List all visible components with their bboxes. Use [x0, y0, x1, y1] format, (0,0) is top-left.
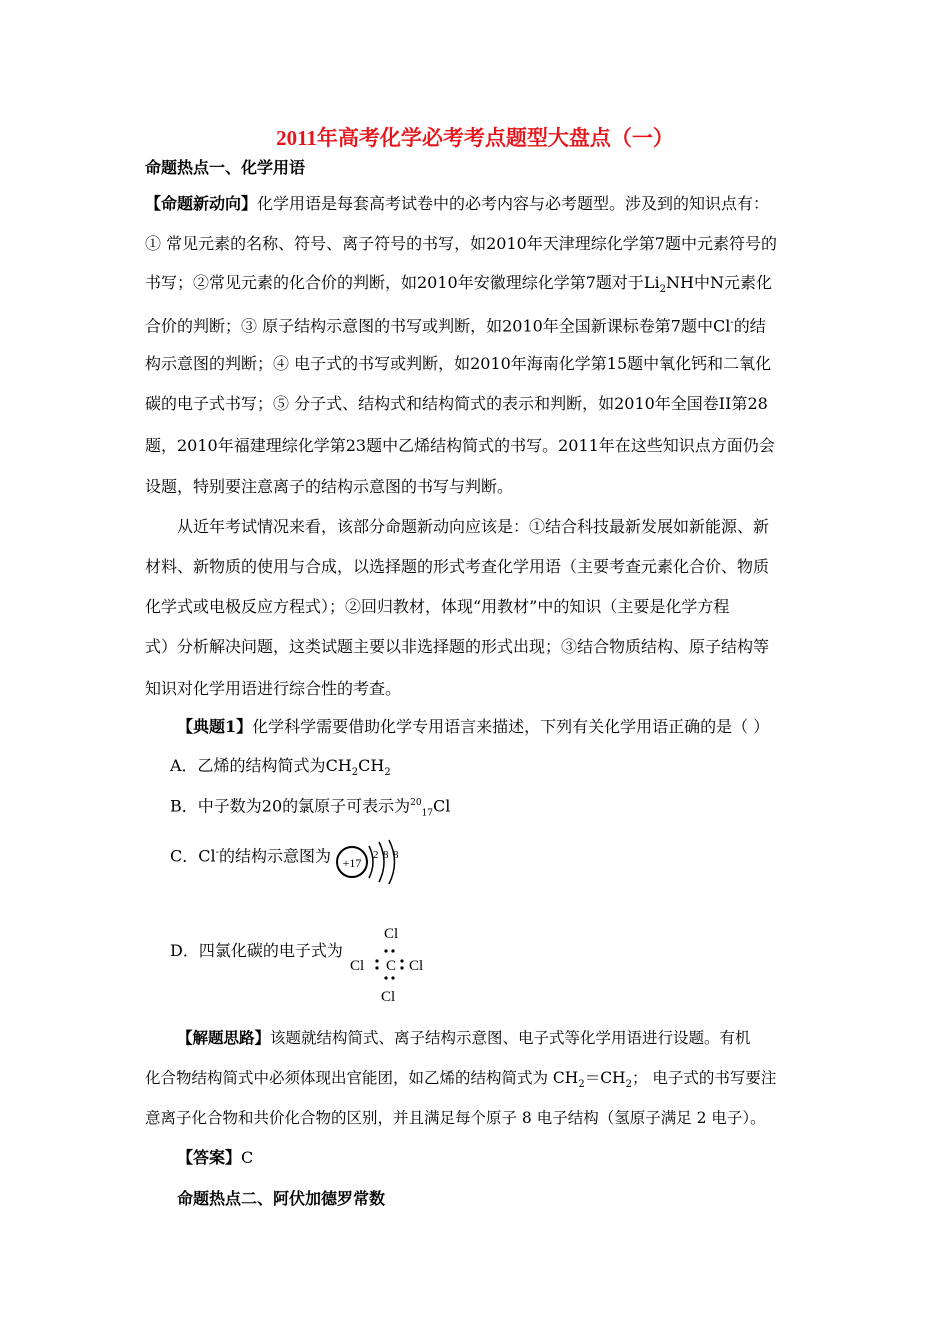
shell-electrons-3: 8: [393, 849, 399, 861]
answer-line: [177, 1148, 253, 1168]
shell-arc-3: [389, 840, 395, 884]
trend-line-4: 合价的判断；③ 原子结构示意图的书写或判断，如2010年全国新课标卷第7题中Cl-的结: [145, 316, 766, 336]
page-title: 2011年高考化学必考考点题型大盘点（一）: [276, 126, 674, 150]
trend-label: 【命题新动向】: [145, 194, 258, 213]
nucleus-charge: +17: [342, 856, 362, 870]
trend-line-6: 碳的电子式书写；⑤ 分子式、结构式和结构简式的表示和判断，如2010年全国卷II第28: [145, 394, 768, 413]
solution-line-1: 【解题思路】该题就结构简式、离子结构示意图、电子式等化学用语进行设题。有机: [177, 1028, 751, 1047]
shell-arc-2: [379, 842, 384, 882]
trend-line-2: ① 常见元素的名称、符号、离子符号的书写，如2010年天津理综化学第7题中元素符号的: [145, 234, 777, 253]
solution-line-3: 意离子化合物和共价化合物的区别，并且满足每个原子 8 电子结构（氢原子满足 2 电子）。: [145, 1109, 766, 1127]
trend-line-1: 【命题新动向】化学用语是每套高考试卷中的必考内容与必考题型。涉及到的知识点有：: [145, 194, 770, 213]
answer-value: C: [241, 1148, 254, 1167]
shell-electrons-1: 2: [373, 849, 379, 861]
solution-line-2: 化合物结构简式中必须体现出官能团，如乙烯的结构简式为 $CH_2=CH_2$； 电子式的书写要注: [145, 1069, 777, 1091]
atom-cl-bottom: Cl: [381, 989, 396, 1005]
ccl4-electron-formula: [346, 922, 430, 1006]
atom-c-center: C: [386, 958, 397, 974]
option-b: B．中子数为20的氯原子可表示为$^{20}_{17}$Cl: [170, 796, 451, 819]
trend-line-3: 书写；②常见元素的化合价的判断，如2010年安徽理综化学第7题对于$Li_2NH$中N元素化: [145, 273, 772, 296]
answer-label: 【答案】: [177, 1148, 242, 1167]
trend-line-5: 构示意图的判断；④ 电子式的书写或判断，如2010年海南化学第15题中氧化钙和二氧化: [145, 354, 772, 373]
option-a: A．乙烯的结构简式为$CH_2CH_2$: [170, 756, 391, 779]
section-heading-1: 命题热点一、化学用语: [145, 158, 306, 177]
solution-label: 【解题思路】: [177, 1028, 271, 1047]
para2-line-2: 材料、新物质的使用与合成，以选择题的形式考查化学用语（主要考查元素化合价、物质: [145, 557, 770, 576]
para2-line-1: 从近年考试情况来看，该部分命题新动向应该是：①结合科技最新发展如新能源、新: [177, 517, 770, 536]
option-c: C．Cl-的结构示意图为: [170, 846, 332, 866]
atom-cl-right: Cl: [409, 958, 424, 974]
para2-line-3: 化学式或电极反应方程式）；②回归教材，体现“用教材”中的知识（主要是化学方程: [145, 597, 730, 616]
para2-line-5: 知识对化学用语进行综合性的考查。: [145, 679, 402, 698]
trend-line-8: 设题，特别要注意离子的结构示意图的书写与判断。: [145, 477, 514, 496]
chloride-structure-diagram: [333, 834, 403, 886]
example-label: 【典题1】: [177, 717, 253, 736]
section-heading-2: 命题热点二、阿伏加德罗常数: [177, 1189, 386, 1208]
shell-electrons-2: 8: [383, 849, 389, 861]
atom-cl-top: Cl: [384, 926, 399, 942]
example-question: 【典题1】化学科学需要借助化学专用语言来描述，下列有关化学用语正确的是（ ）: [177, 717, 770, 736]
atom-cl-left: Cl: [350, 958, 365, 974]
para2-line-4: 式）分析解决问题，这类试题主要以非选择题的形式出现；③结合物质结构、原子结构等: [145, 637, 770, 656]
option-d: D．四氯化碳的电子式为: [170, 941, 343, 960]
trend-line-7: 题，2010年福建理综化学第23题中乙烯结构简式的书写。2011年在这些知识点方面仍会: [145, 436, 775, 455]
